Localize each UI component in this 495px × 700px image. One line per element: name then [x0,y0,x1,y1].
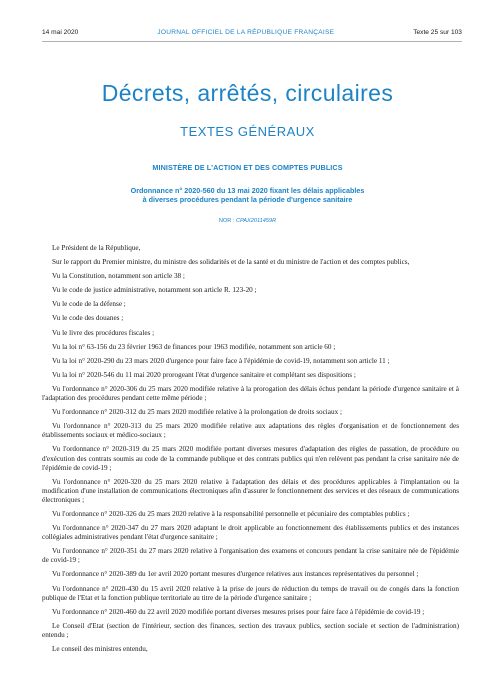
body-paragraph: Vu l'ordonnance n° 2020-389 du 1er avril 2020 portant mesures d'urgence relatives aux instances représentatives du personnel ; [52,570,419,579]
body-paragraph: Le Conseil d'Etat (section de l'intérieur, section des finances, section des travaux publics, section sociale et section de l'administration) entendu ; [42,621,459,639]
body-paragraph: Vu l'ordonnance n° 2020-319 du 25 mars 2020 modifiée portant diverses mesures d'adaptation des règles de passation, de procédure ou d'exécution des contrats soumis au code de la commande publique et des contrats publics qui n'en relèvent pas pendant la crise sanitaire née de l'épidémie de covid-19 ; [42,445,459,472]
body-paragraph: Vu le code de la défense ; [52,300,126,309]
ministry-heading: MINISTÈRE DE L'ACTION ET DES COMPTES PUBLICS [152,163,343,172]
ordonnance-title-line-1: Ordonnance n° 2020-560 du 13 mai 2020 fixant les délais applicables [130,186,365,195]
body-paragraph: Vu le code de justice administrative, notamment son article R. 123-20 ; [52,286,257,295]
header-divider [42,41,462,42]
body-paragraph: Vu l'ordonnance n° 2020-326 du 25 mars 2020 relative à la responsabilité personnelle et pécuniaire des comptables publics ; [52,509,410,518]
header-journal-name: JOURNAL OFFICIEL DE LA RÉPUBLIQUE FRANÇAISE [157,29,335,36]
body-paragraph: Vu l'ordonnance n° 2020-430 du 15 avril 2020 relative à la prise de jours de réduction du temps de travail ou de congés dans la fonction publique de l'Etat et la fonction publique territoriale au titre de la période d'urgence sanitaire ; [42,584,459,602]
ordonnance-title-line-2: à diverses procédures pendant la période d'urgence sanitaire [142,195,353,204]
body-paragraph: Vu l'ordonnance n° 2020-312 du 25 mars 2020 modifiée relative à la prolongation de droits sociaux ; [52,408,342,417]
nor-label: NOR : [218,218,235,224]
body-paragraph: Vu l'ordonnance n° 2020-313 du 25 mars 2020 modifiée relative aux adaptations des règles d'organisation et de fonctionnement des établissements sociaux et médico-sociaux ; [42,422,459,440]
body-paragraph: Vu la loi n° 2020-290 du 23 mars 2020 d'urgence pour faire face à l'épidémie de covid-19, notamment son article 11 ; [52,356,390,365]
document-body [42,244,459,659]
page-header [42,29,462,36]
body-paragraph: Vu l'ordonnance n° 2020-347 du 27 mars 2020 adaptant le droit applicable au fonctionnement des établissements publics et des instances collégiales administratives pendant l'état d'urgence sanitaire ; [42,524,459,542]
body-paragraph: Vu l'ordonnance n° 2020-320 du 25 mars 2020 relative à l'adaptation des délais et des procédures applicables à l'implantation ou la modification d'une installation de communications électroniques afin d'assurer le fonctionnement des services et des réseaux de communications électroniques ; [42,477,459,504]
header-date: 14 mai 2020 [42,29,79,36]
body-paragraph: Vu le livre des procédures fiscales ; [52,328,155,337]
body-paragraph: Le Président de la République, [52,244,141,252]
page-title: Décrets, arrêtés, circulaires [101,80,394,106]
body-paragraph: Sur le rapport du Premier ministre, du ministre des solidarités et de la santé et du ministre de l'action et des comptes publics, [52,258,410,267]
body-paragraph: Vu la loi n° 63-156 du 23 février 1963 de finances pour 1963 modifiée, notamment son article 60 ; [52,342,336,351]
section-title: TEXTES GÉNÉRAUX [180,124,315,139]
body-paragraph: Vu le code des douanes ; [52,314,124,323]
body-paragraph: Vu l'ordonnance n° 2020-306 du 25 mars 2020 modifiée relative à la prorogation des délais échus pendant la période d'urgence sanitaire et à l'adaptation des procédures pendant cette même période ; [42,384,459,403]
header-text-number: Texte 25 sur 103 [413,29,462,36]
body-paragraph: Le conseil des ministres entendu, [52,645,148,653]
body-paragraph: Vu l'ordonnance n° 2020-351 du 27 mars 2020 relative à l'organisation des examens et concours pendant la crise sanitaire née de l'épidémie de covid-19 ; [42,547,459,565]
nor-code: CPAX2011459R [235,218,277,224]
ordonnance-title [0,186,495,204]
body-paragraph: Vu la Constitution, notamment son article 38 ; [52,272,185,281]
body-paragraph: Vu la loi n° 2020-546 du 11 mai 2020 prorogeant l'état d'urgence sanitaire et complétant ses dispositions ; [52,370,356,379]
body-paragraph: Vu l'ordonnance n° 2020-460 du 22 avril 2020 modifiée portant diverses mesures prises pour faire face à l'épidémie de covid-19 ; [52,607,425,616]
nor-reference [0,218,495,224]
